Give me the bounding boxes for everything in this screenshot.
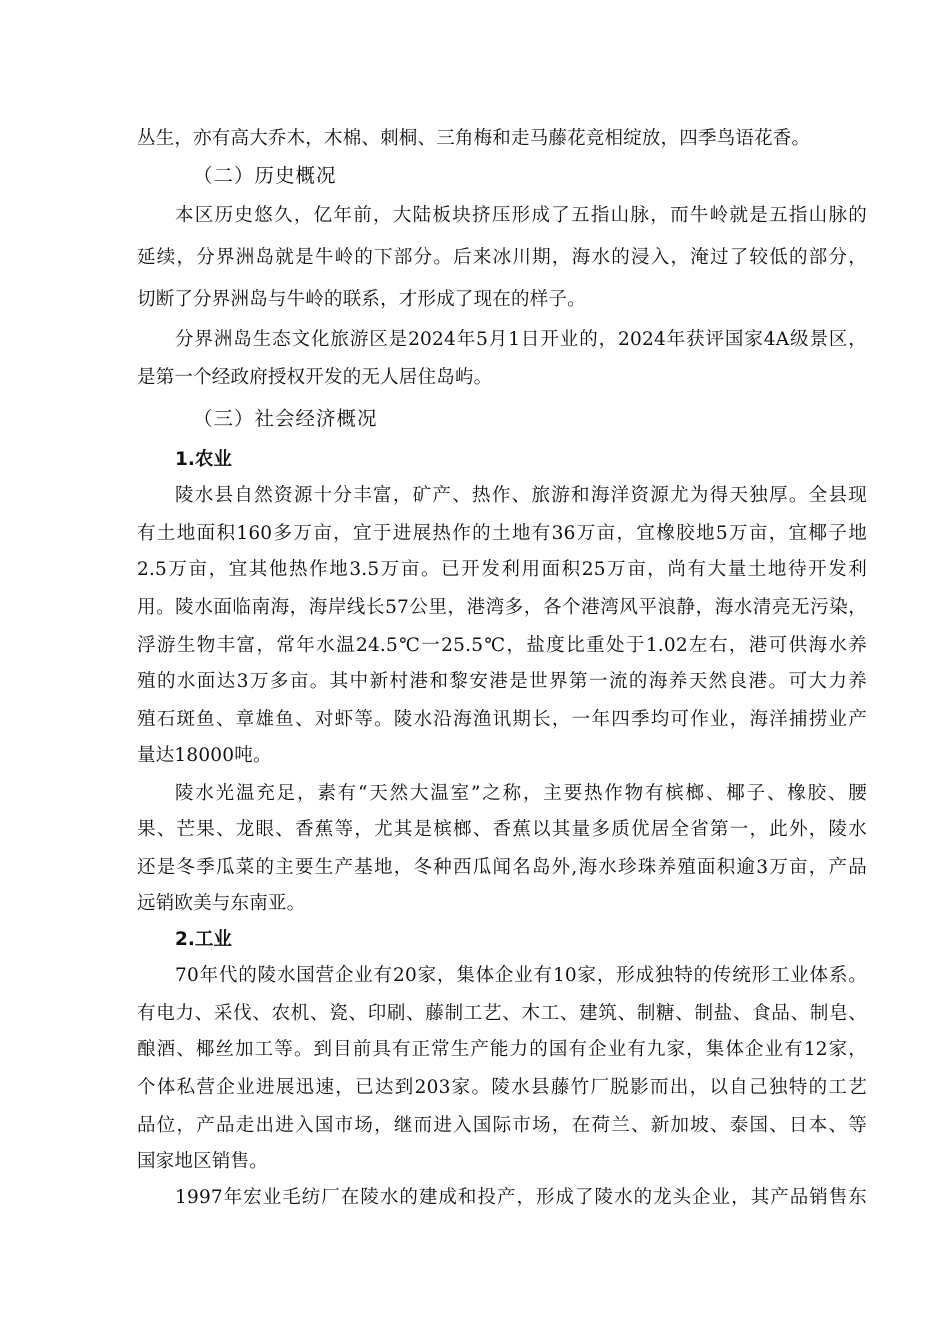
paragraph-line: 70年代的陵水国营企业有20家，集体企业有10家，形成独特的传统形工业体系。 xyxy=(175,965,867,986)
paragraph-line: 还是冬季瓜菜的主要生产基地，冬种西瓜闻名岛外,海水珍珠养殖面积逾3万亩，产品 xyxy=(137,857,867,878)
paragraph-line: 丛生，亦有高大乔木，木棉、刺桐、三角梅和走马藤花竞相绽放，四季鸟语花香。 xyxy=(137,128,811,149)
paragraph-line: 用。陵水面临南海，海岸线长57公里，港湾多，各个港湾风平浪静，海水清亮无污染， xyxy=(137,597,867,618)
paragraph-line: 延续，分界洲岛就是牛岭的下部分。后来冰川期，海水的浸入，淹过了较低的部分， xyxy=(137,247,867,268)
paragraph-line: 切断了分界洲岛与牛岭的联系，才形成了现在的样子。 xyxy=(137,289,586,310)
paragraph-line: 量达18000吨。 xyxy=(137,745,272,766)
paragraph-line: 分界洲岛生态文化旅游区是2024年5月1日开业的，2024年获评国家4A级景区， xyxy=(175,329,867,350)
paragraph-line: 个体私营企业进展迅速，已达到203家。陵水县藤竹厂脱影而出，以自己独特的工艺 xyxy=(137,1077,867,1098)
paragraph-line: 2.5万亩，宜其他热作地3.5万亩。已开发利用面积25万亩，尚有大量土地待开发利 xyxy=(137,559,867,580)
paragraph-line: 殖的水面达3万多亩。其中新村港和黎安港是世界第一流的海养天然良港。可大力养 xyxy=(137,671,867,692)
section-heading-history: （二）历史概况 xyxy=(193,164,337,187)
paragraph-line: 有电力、采伐、农机、瓷、印刷、藤制工艺、木工、建筑、制糖、制盐、食品、制皂、 xyxy=(137,1003,867,1024)
paragraph-line: 浮游生物丰富，常年水温24.5℃一25.5℃，盐度比重处于1.02左右，港可供海水养 xyxy=(137,635,867,656)
paragraph-line: 本区历史悠久，亿年前，大陆板块挤压形成了五指山脉，而牛岭就是五指山脉的 xyxy=(175,205,867,226)
subsection-title-industry: 2.工业 xyxy=(175,929,232,950)
paragraph-line: 是第一个经政府授权开发的无人居住岛屿。 xyxy=(137,367,493,388)
paragraph-line: 有土地面积160多万亩，宜于进展热作的土地有36万亩，宜橡胶地5万亩，宜椰子地 xyxy=(137,523,867,544)
paragraph-line: 陵水光温充足，素有“天然大温室”之称，主要热作物有槟榔、椰子、橡胶、腰 xyxy=(175,783,867,804)
subsection-title-agriculture: 1.农业 xyxy=(175,449,232,470)
paragraph-line: 果、芒果、龙眼、香蕉等，尤其是槟榔、香蕉以其量多质优居全省第一，此外，陵水 xyxy=(137,819,867,840)
paragraph-line: 国家地区销售。 xyxy=(137,1151,268,1172)
paragraph-line: 品位，产品走出进入国市场，继而进入国际市场，在荷兰、新加坡、泰国、日本、等 xyxy=(137,1115,867,1136)
paragraph-line: 1997年宏业毛纺厂在陵水的建成和投产，形成了陵水的龙头企业，其产品销售东 xyxy=(175,1187,867,1208)
paragraph-line: 殖石斑鱼、章雄鱼、对虾等。陵水沿海渔讯期长，一年四季均可作业，海洋捕捞业产 xyxy=(137,709,867,730)
paragraph-line: 远销欧美与东南亚。 xyxy=(137,893,306,914)
section-heading-economy: （三）社会经济概况 xyxy=(193,407,378,430)
paragraph-line: 酿酒、椰丝加工等。到目前具有正常生产能力的国有企业有九家，集体企业有12家， xyxy=(137,1039,867,1060)
paragraph-line: 陵水县自然资源十分丰富，矿产、热作、旅游和海洋资源尤为得天独厚。全县现 xyxy=(175,485,867,506)
